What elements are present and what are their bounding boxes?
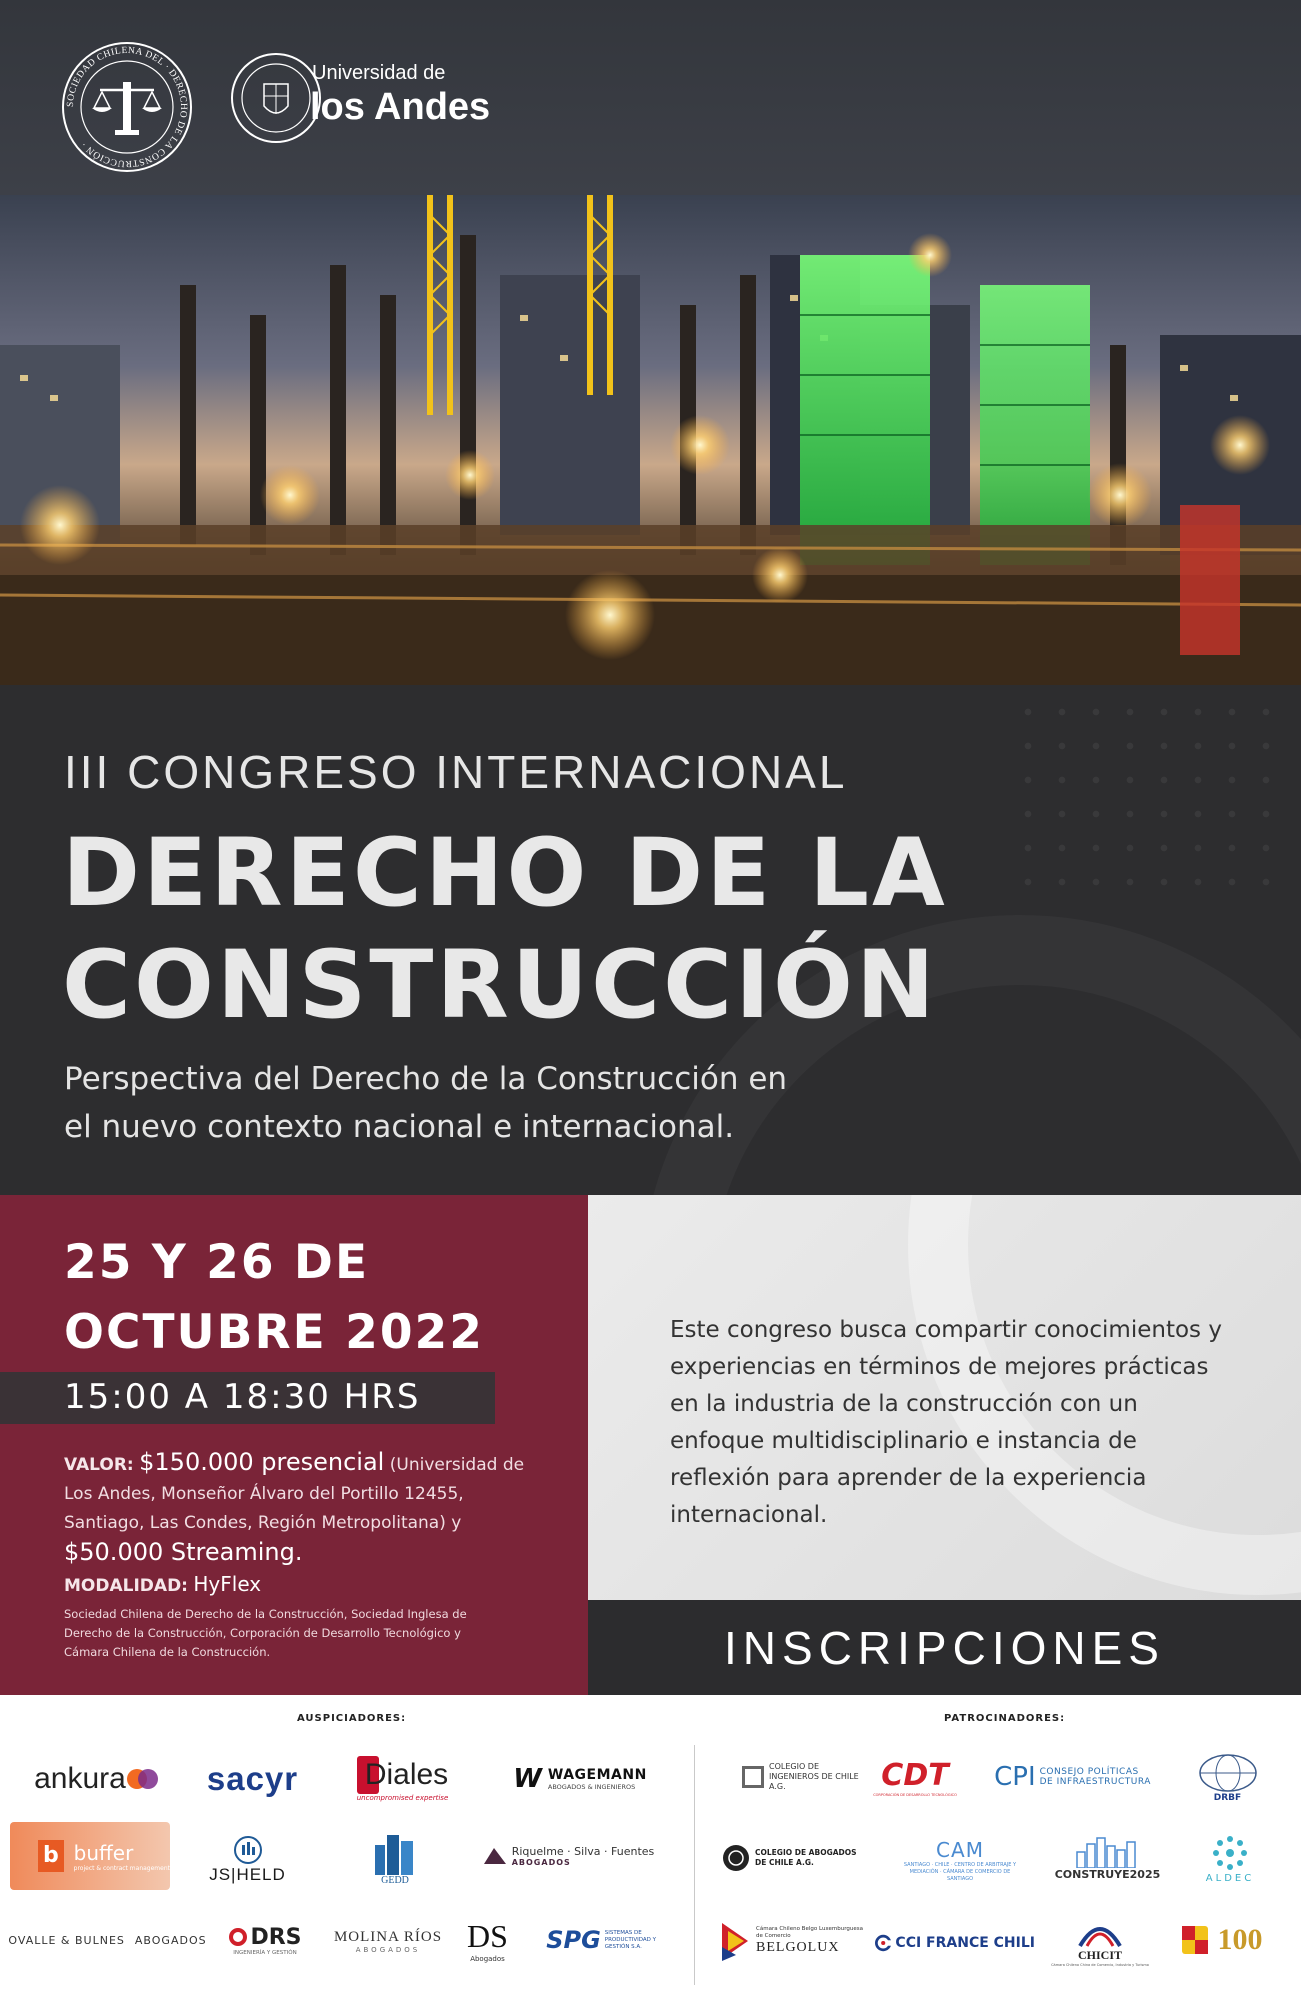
- venue-address: (Universidad de Los Andes, Monseñor Álvaro del Portillo 12455, Santiago, Las Condes, Región Metropolitana): [64, 1455, 525, 1533]
- buffer-wordmark: buffer: [73, 1840, 134, 1865]
- cpi-subtitle-line1: CONSEJO POLÍTICAS: [1039, 1767, 1139, 1777]
- aldec-wordmark: ALDEC: [1205, 1872, 1255, 1884]
- cci-france-chili-logo: [875, 1925, 1035, 1961]
- wagemann-w-icon: W: [513, 1764, 542, 1794]
- spain-crest-icon: [1178, 1922, 1212, 1958]
- auspiciadores-heading: AUSPICIADORES:: [297, 1713, 407, 1724]
- decorative-dot-grid: [1011, 695, 1271, 895]
- ovalle-bulnes-logo: [8, 1925, 207, 1955]
- construye-wordmark: CONSTRUYE2025: [1054, 1867, 1161, 1881]
- drbf-wordmark: DRBF: [1213, 1793, 1242, 1803]
- ovalle-subtitle: ABOGADOS: [134, 1933, 207, 1947]
- scdc-logo: [60, 40, 195, 175]
- ankura-logo: [22, 1757, 172, 1801]
- sponsors-divider: [694, 1745, 695, 1985]
- drs-subtitle: INGENIERÍA Y GESTIÓN: [233, 1949, 297, 1956]
- ds-subtitle: Abogados: [470, 1954, 505, 1963]
- scdc-ring-text: SOCIEDAD CHILENA DEL · DERECHO DE LA CONSTRUCCIÓN ·: [65, 45, 189, 169]
- colegio-abogados-logo: [718, 1838, 868, 1878]
- event-date-line2: OCTUBRE 2022: [64, 1305, 484, 1360]
- cam-subtitle: SANTIAGO · CHILE · CENTRO DE ARBITRAJE Y MEDIACIÓN · CÁMARA DE COMERCIO DE SANTIAGO: [903, 1861, 1017, 1882]
- price-in-person: $150.000 presencial: [139, 1448, 385, 1476]
- gedd-wordmark: GEDD: [381, 1874, 409, 1886]
- belgolux-wordmark: BELGOLUX: [756, 1940, 840, 1955]
- ds-abogados-logo: [460, 1915, 515, 1965]
- price-streaming: $50.000 Streaming.: [64, 1538, 303, 1566]
- buffer-subtitle: project & contract management: [73, 1864, 170, 1872]
- buffer-logo: [10, 1822, 170, 1890]
- price-connector: y: [451, 1513, 462, 1533]
- riquelme-wordmark: Riquelme · Silva · Fuentes: [511, 1845, 655, 1858]
- cam-wordmark: CAM: [936, 1837, 984, 1862]
- construye2025-logo: [1055, 1830, 1160, 1886]
- chicit-logo: [1051, 1912, 1149, 1972]
- drbf-globe-icon: [1198, 1753, 1258, 1793]
- cdt-subtitle: CORPORACIÓN DE DESARROLLO TECNOLÓGICO: [873, 1792, 957, 1797]
- camara-espanola-logo: [1160, 1915, 1280, 1965]
- drbf-logo: [1190, 1750, 1265, 1806]
- aldec-logo: [1195, 1828, 1265, 1888]
- jsheld-logo: [195, 1830, 300, 1890]
- chicit-arc-icon: [1075, 1918, 1125, 1948]
- riquelme-mark-icon: [482, 1846, 508, 1866]
- cdt-wordmark: CDT: [881, 1757, 949, 1793]
- riquelme-logo: [468, 1835, 668, 1877]
- jsheld-globe-icon: [231, 1835, 265, 1865]
- event-date-line1: 25 Y 26 DE: [64, 1235, 370, 1290]
- price-info: [64, 1448, 544, 1601]
- spg-subtitle: SISTEMAS DE PRODUCTIVIDAD Y GESTIÓN S.A.: [604, 1929, 656, 1950]
- event-date: [64, 1228, 484, 1368]
- gedd-building-icon: [371, 1831, 419, 1875]
- patrocinadores-heading: PATROCINADORES:: [944, 1713, 1066, 1724]
- event-title-line1: DERECHO DE LA: [62, 819, 948, 928]
- wagemann-subtitle: ABOGADOS & INGENIEROS: [547, 1783, 636, 1791]
- organizers-text: Sociedad Chilena de Derecho de la Construcción, Sociedad Inglesa de Derecho de la Construcción, Corporación de Desarrollo Tecnológico y Cámara Chilena de la Construcción.: [64, 1607, 467, 1659]
- spg-logo: [533, 1920, 678, 1960]
- about-text: Este congreso busca compartir conocimientos y experiencias en términos de mejores prácticas en la industria de la construcción con un enfoque multidisciplinario e instancia de reflexión para aprender de la experiencia internacional.: [670, 1317, 1222, 1528]
- colegio-ingenieros-wordmark: COLEGIO DE INGENIEROS DE CHILE A.G.: [769, 1762, 859, 1791]
- header-band: [0, 0, 1301, 195]
- cpi-wordmark: CPI: [994, 1762, 1036, 1792]
- diales-wordmark: Diales: [364, 1758, 449, 1791]
- sacyr-logo: [195, 1757, 310, 1801]
- ankura-wordmark: ankura: [34, 1762, 126, 1795]
- colegio-abogados-seal-icon: [721, 1843, 751, 1873]
- riquelme-subtitle: ABOGADOS: [511, 1858, 571, 1867]
- belgolux-logo: [713, 1915, 873, 1967]
- drs-logo: [220, 1918, 310, 1962]
- molina-wordmark: MOLINA RÍOS: [333, 1928, 443, 1945]
- spg-wordmark: SPG: [546, 1926, 601, 1954]
- register-button[interactable]: INSCRIPCIONES: [588, 1600, 1301, 1695]
- event-title: [62, 818, 948, 1042]
- molina-rios-logo: [333, 1920, 443, 1962]
- cci-c-icon: [875, 1931, 891, 1955]
- gedd-logo: [360, 1823, 430, 1893]
- event-title-line2: CONSTRUCCIÓN: [62, 931, 938, 1040]
- sacyr-wordmark: sacyr: [206, 1760, 299, 1797]
- belgolux-flag-icon: [720, 1919, 752, 1963]
- drs-ring-icon: [228, 1927, 248, 1947]
- wagemann-wordmark: WAGEMANN: [547, 1767, 647, 1783]
- event-tagline: [64, 1055, 824, 1151]
- colegio-ingenieros-square-icon: [742, 1766, 764, 1788]
- event-time: 15:00 A 18:30 HRS: [64, 1377, 421, 1417]
- ovalle-wordmark: OVALLE & BULNES: [8, 1933, 125, 1947]
- cdt-logo: [875, 1752, 955, 1802]
- belgolux-subtitle: Cámara Chileno Belgo Luxemburguesa de Comercio: [756, 1926, 863, 1939]
- drs-wordmark: DRS: [250, 1924, 302, 1950]
- university-name-line1: Universidad de: [312, 62, 446, 84]
- cpi-subtitle-line2: DE INFRAESTRUCTURA: [1039, 1777, 1151, 1787]
- colegio-ingenieros-logo: [733, 1757, 868, 1797]
- construction-site-photo: [0, 195, 1301, 685]
- event-tagline-line2: el nuevo contexto nacional e internacional.: [64, 1109, 735, 1145]
- ankura-circles-icon: [126, 1768, 160, 1790]
- event-tagline-line1: Perspectiva del Derecho de la Construcción en: [64, 1061, 788, 1097]
- molina-subtitle: ABOGADOS: [355, 1945, 421, 1954]
- ds-wordmark: DS: [467, 1917, 508, 1954]
- diales-logo: [345, 1748, 460, 1810]
- chicit-wordmark: CHICIT: [1077, 1947, 1122, 1962]
- price-label: VALOR:: [64, 1455, 134, 1475]
- university-name-line2: los Andes: [310, 86, 491, 128]
- cam-logo: [895, 1832, 1025, 1888]
- cci-wordmark: CCI FRANCE CHILI: [895, 1935, 1035, 1951]
- wagemann-logo: [505, 1755, 655, 1803]
- aldec-dots-icon: [1210, 1833, 1250, 1873]
- chicit-subtitle: Cámara Chileno China de Comercio, Industria y Turismo: [1051, 1962, 1149, 1967]
- diales-tagline: uncompromised expertise: [356, 1794, 449, 1802]
- construye-skyline-icon: [1073, 1836, 1143, 1868]
- modality-label: MODALIDAD:: [64, 1576, 188, 1596]
- cpi-logo: [990, 1757, 1155, 1797]
- jsheld-wordmark: JS|HELD: [209, 1865, 286, 1884]
- event-subtitle: III CONGRESO INTERNACIONAL: [64, 746, 848, 798]
- buffer-b-icon: b: [38, 1840, 64, 1872]
- modality-value: HyFlex: [193, 1572, 262, 1596]
- anniversary-100-wordmark: 100: [1217, 1923, 1263, 1956]
- colegio-abogados-wordmark: COLEGIO DE ABOGADOS DE CHILE A.G.: [755, 1848, 857, 1867]
